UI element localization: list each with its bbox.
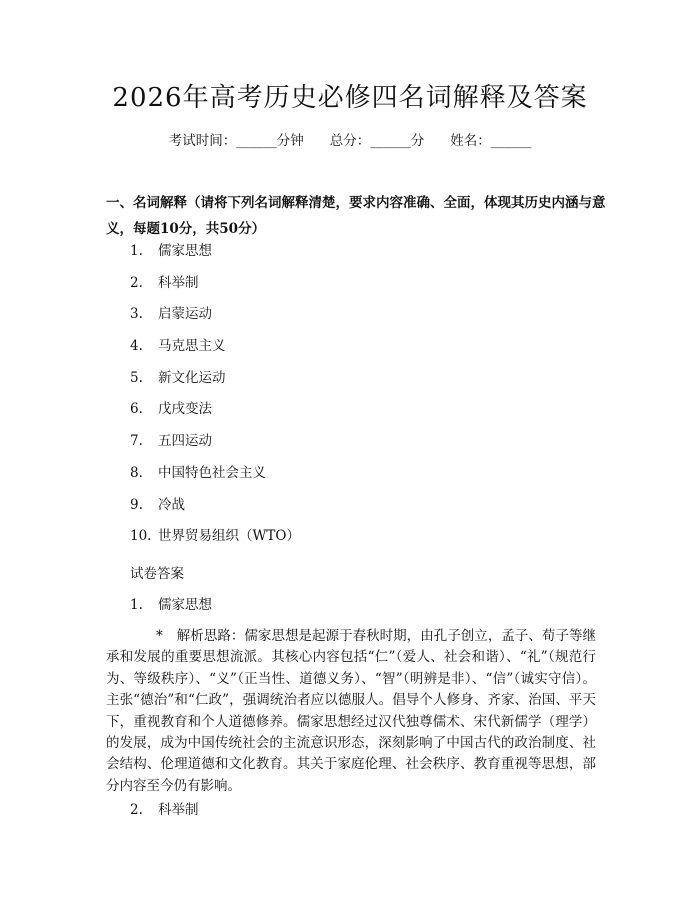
item-text: 启蒙运动 [158,306,212,323]
item-text: 戊戌变法 [158,401,212,418]
item-number: 6. [130,401,143,418]
analysis-text: 解析思路：儒家思想是起源于春秋时期，由孔子创立，孟子、荀子等继承和发展的重要思想流派。其核心内容包括“仁”（爱人、社会和谐）、“礼”（规范行为、等级秩序）、“义”（正当性、道德义务）、“智”（明辨是非）、“信”（诚实守信）。主张“德治”和“仁政”，强调统治者应以德服人。倡导个人修身、齐家、治国、平天下，重视教育和个人道德修养。儒家思想经过汉代独尊儒术、宋代新儒学（理学）的发展，成为中国传统社会的主流意识形态，深刻影响了中国古代的政治制度、社会结构、伦理道德和文化教育。其关于家庭伦理、社会秩序、教育重视等思想，部分内容至今仍有影响。 [106,628,596,794]
list-item [130,430,300,462]
item-number: 7. [130,433,143,450]
list-item [130,494,300,526]
list-item [130,303,300,335]
item-number: 10. [130,528,152,545]
list-item [130,272,300,304]
list-item [130,367,300,399]
answer-number: 1. [130,597,143,613]
list-item [130,398,300,430]
exam-meta [0,130,700,152]
item-text: 世界贸易组织（WTO） [158,528,300,545]
question-list [130,240,300,557]
section-heading: 一、名词解释（请将下列名词解释清楚，要求内容准确、全面，体现其历史内涵与意义，每题10分，共50分） [106,195,606,237]
page-title: 2026年高考历史必修四名词解释及答案 [112,83,588,113]
item-number: 8. [130,464,143,481]
item-text: 马克思主义 [158,338,226,355]
bullet-icon: * [156,628,163,644]
answer-term: 儒家思想 [158,597,212,613]
item-text: 冷战 [158,496,185,513]
item-number: 5. [130,369,143,386]
item-number: 3. [130,306,143,323]
item-number: 9. [130,496,143,513]
item-text: 新文化运动 [158,369,226,386]
item-text: 科举制 [158,274,199,291]
answer-item [130,594,212,616]
total-score-label: 总分：______分 [329,133,425,149]
answers-title: 试卷答案 [130,566,184,582]
item-number: 1. [130,243,143,259]
list-item [130,240,300,272]
item-number: 2. [130,274,143,291]
item-number: 4. [130,338,143,355]
answer-item [130,799,199,821]
list-item [130,462,300,494]
item-text: 儒家思想 [158,243,212,259]
item-text: 中国特色社会主义 [158,464,266,481]
list-item [130,335,300,367]
exam-time-label: 考试时间：______分钟 [168,133,304,149]
answer-analysis [106,626,596,797]
answer-number: 2. [130,802,143,818]
item-text: 五四运动 [158,433,212,450]
list-item [130,525,300,557]
name-label: 姓名：______ [450,133,532,149]
answer-term: 科举制 [158,802,199,818]
